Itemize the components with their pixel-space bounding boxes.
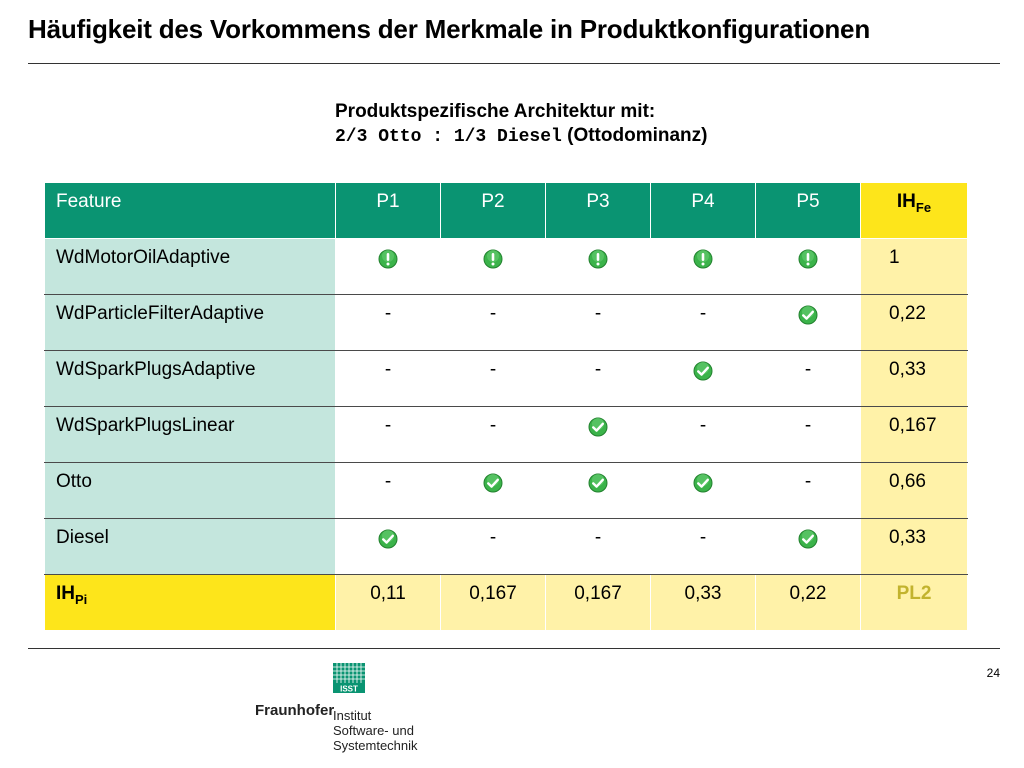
page-number: 24 xyxy=(986,666,1000,680)
slide-title: Häufigkeit des Vorkommens der Merkmale in Produktkonfigurationen xyxy=(28,14,871,44)
ih-fe-cell: 0,33 xyxy=(861,519,968,575)
footer-value-p4: 0,33 xyxy=(651,575,756,631)
checkmark-icon xyxy=(798,305,818,330)
matrix-cell xyxy=(441,463,546,519)
checkmark-icon xyxy=(693,473,713,498)
matrix-cell: - xyxy=(336,407,441,463)
matrix-cell xyxy=(756,239,861,295)
matrix-cell: - xyxy=(756,407,861,463)
matrix-cell: - xyxy=(651,519,756,575)
matrix-cell xyxy=(651,463,756,519)
matrix-cell: - xyxy=(651,407,756,463)
matrix-cell xyxy=(336,519,441,575)
feature-name-cell: Diesel xyxy=(45,519,336,575)
dominance-text: (Ottodominanz) xyxy=(561,125,708,146)
table-row xyxy=(45,519,968,575)
subtitle xyxy=(335,100,707,149)
checkmark-icon xyxy=(378,529,398,554)
exclamation-icon xyxy=(588,249,608,274)
subtitle-line-2 xyxy=(335,124,707,149)
matrix-cell xyxy=(756,295,861,351)
matrix-cell: - xyxy=(336,351,441,407)
matrix-cell: - xyxy=(546,519,651,575)
checkmark-icon xyxy=(798,529,818,554)
isst-logo xyxy=(333,663,365,693)
table-row xyxy=(45,239,968,295)
matrix-cell: - xyxy=(441,295,546,351)
footer-value-p1: 0,11 xyxy=(336,575,441,631)
institute-name xyxy=(333,708,418,753)
ih-fe-cell: 0,167 xyxy=(861,407,968,463)
matrix-cell: - xyxy=(441,407,546,463)
ratio-text: 2/3 Otto : 1/3 Diesel xyxy=(335,127,562,147)
table-body xyxy=(45,239,968,575)
matrix-cell xyxy=(546,407,651,463)
footer-value-p3: 0,167 xyxy=(546,575,651,631)
checkmark-icon xyxy=(588,473,608,498)
feature-matrix-table xyxy=(44,182,968,631)
checkmark-icon xyxy=(588,417,608,442)
matrix-cell: - xyxy=(756,351,861,407)
matrix-cell xyxy=(756,519,861,575)
table-header-row xyxy=(45,183,968,239)
matrix-cell: - xyxy=(651,295,756,351)
footer-value-p2: 0,167 xyxy=(441,575,546,631)
header-p4: P4 xyxy=(651,183,756,239)
table-row xyxy=(45,463,968,519)
exclamation-icon xyxy=(483,249,503,274)
table-row xyxy=(45,295,968,351)
checkmark-icon xyxy=(693,361,713,386)
feature-name-cell: WdSparkPlugsAdaptive xyxy=(45,351,336,407)
matrix-cell: - xyxy=(546,351,651,407)
matrix-cell: - xyxy=(441,519,546,575)
institute-line-3: Systemtechnik xyxy=(333,738,418,753)
exclamation-icon xyxy=(378,249,398,274)
matrix-cell: - xyxy=(546,295,651,351)
footer-value-p5: 0,22 xyxy=(756,575,861,631)
matrix-cell: - xyxy=(756,463,861,519)
ih-fe-cell: 0,22 xyxy=(861,295,968,351)
checkmark-icon xyxy=(483,473,503,498)
ih-fe-cell: 0,66 xyxy=(861,463,968,519)
matrix-cell xyxy=(336,239,441,295)
footer-result: PL2 xyxy=(861,575,968,631)
header-feature: Feature xyxy=(45,183,336,239)
ih-pi-row xyxy=(45,575,968,631)
matrix-cell xyxy=(441,239,546,295)
ih-fe-cell: 0,33 xyxy=(861,351,968,407)
feature-name-cell: WdMotorOilAdaptive xyxy=(45,239,336,295)
exclamation-icon xyxy=(693,249,713,274)
exclamation-icon xyxy=(798,249,818,274)
feature-name-cell: WdSparkPlugsLinear xyxy=(45,407,336,463)
header-p3: P3 xyxy=(546,183,651,239)
ih-fe-cell: 1 xyxy=(861,239,968,295)
feature-name-cell: WdParticleFilterAdaptive xyxy=(45,295,336,351)
header-p1: P1 xyxy=(336,183,441,239)
header-p5: P5 xyxy=(756,183,861,239)
table-row xyxy=(45,407,968,463)
top-divider xyxy=(28,63,1000,64)
feature-name-cell: Otto xyxy=(45,463,336,519)
matrix-cell: - xyxy=(336,463,441,519)
table-row xyxy=(45,351,968,407)
fraunhofer-logo-text: Fraunhofer xyxy=(255,702,335,719)
header-p2: P2 xyxy=(441,183,546,239)
bottom-divider xyxy=(28,648,1000,649)
isst-badge-text: ISST xyxy=(340,684,358,693)
matrix-cell xyxy=(651,239,756,295)
header-ih-fe: $IH_{Fe}$ xyxy=(861,183,968,239)
matrix-cell xyxy=(651,351,756,407)
institute-line-2: Software- und xyxy=(333,723,414,738)
matrix-cell: - xyxy=(441,351,546,407)
matrix-cell xyxy=(546,239,651,295)
matrix-cell xyxy=(546,463,651,519)
footer-label: $IH_{Pi}$ xyxy=(45,575,336,631)
matrix-cell: - xyxy=(336,295,441,351)
institute-line-1: Institut xyxy=(333,708,372,723)
subtitle-line-1: Produktspezifische Architektur mit: xyxy=(335,101,656,122)
